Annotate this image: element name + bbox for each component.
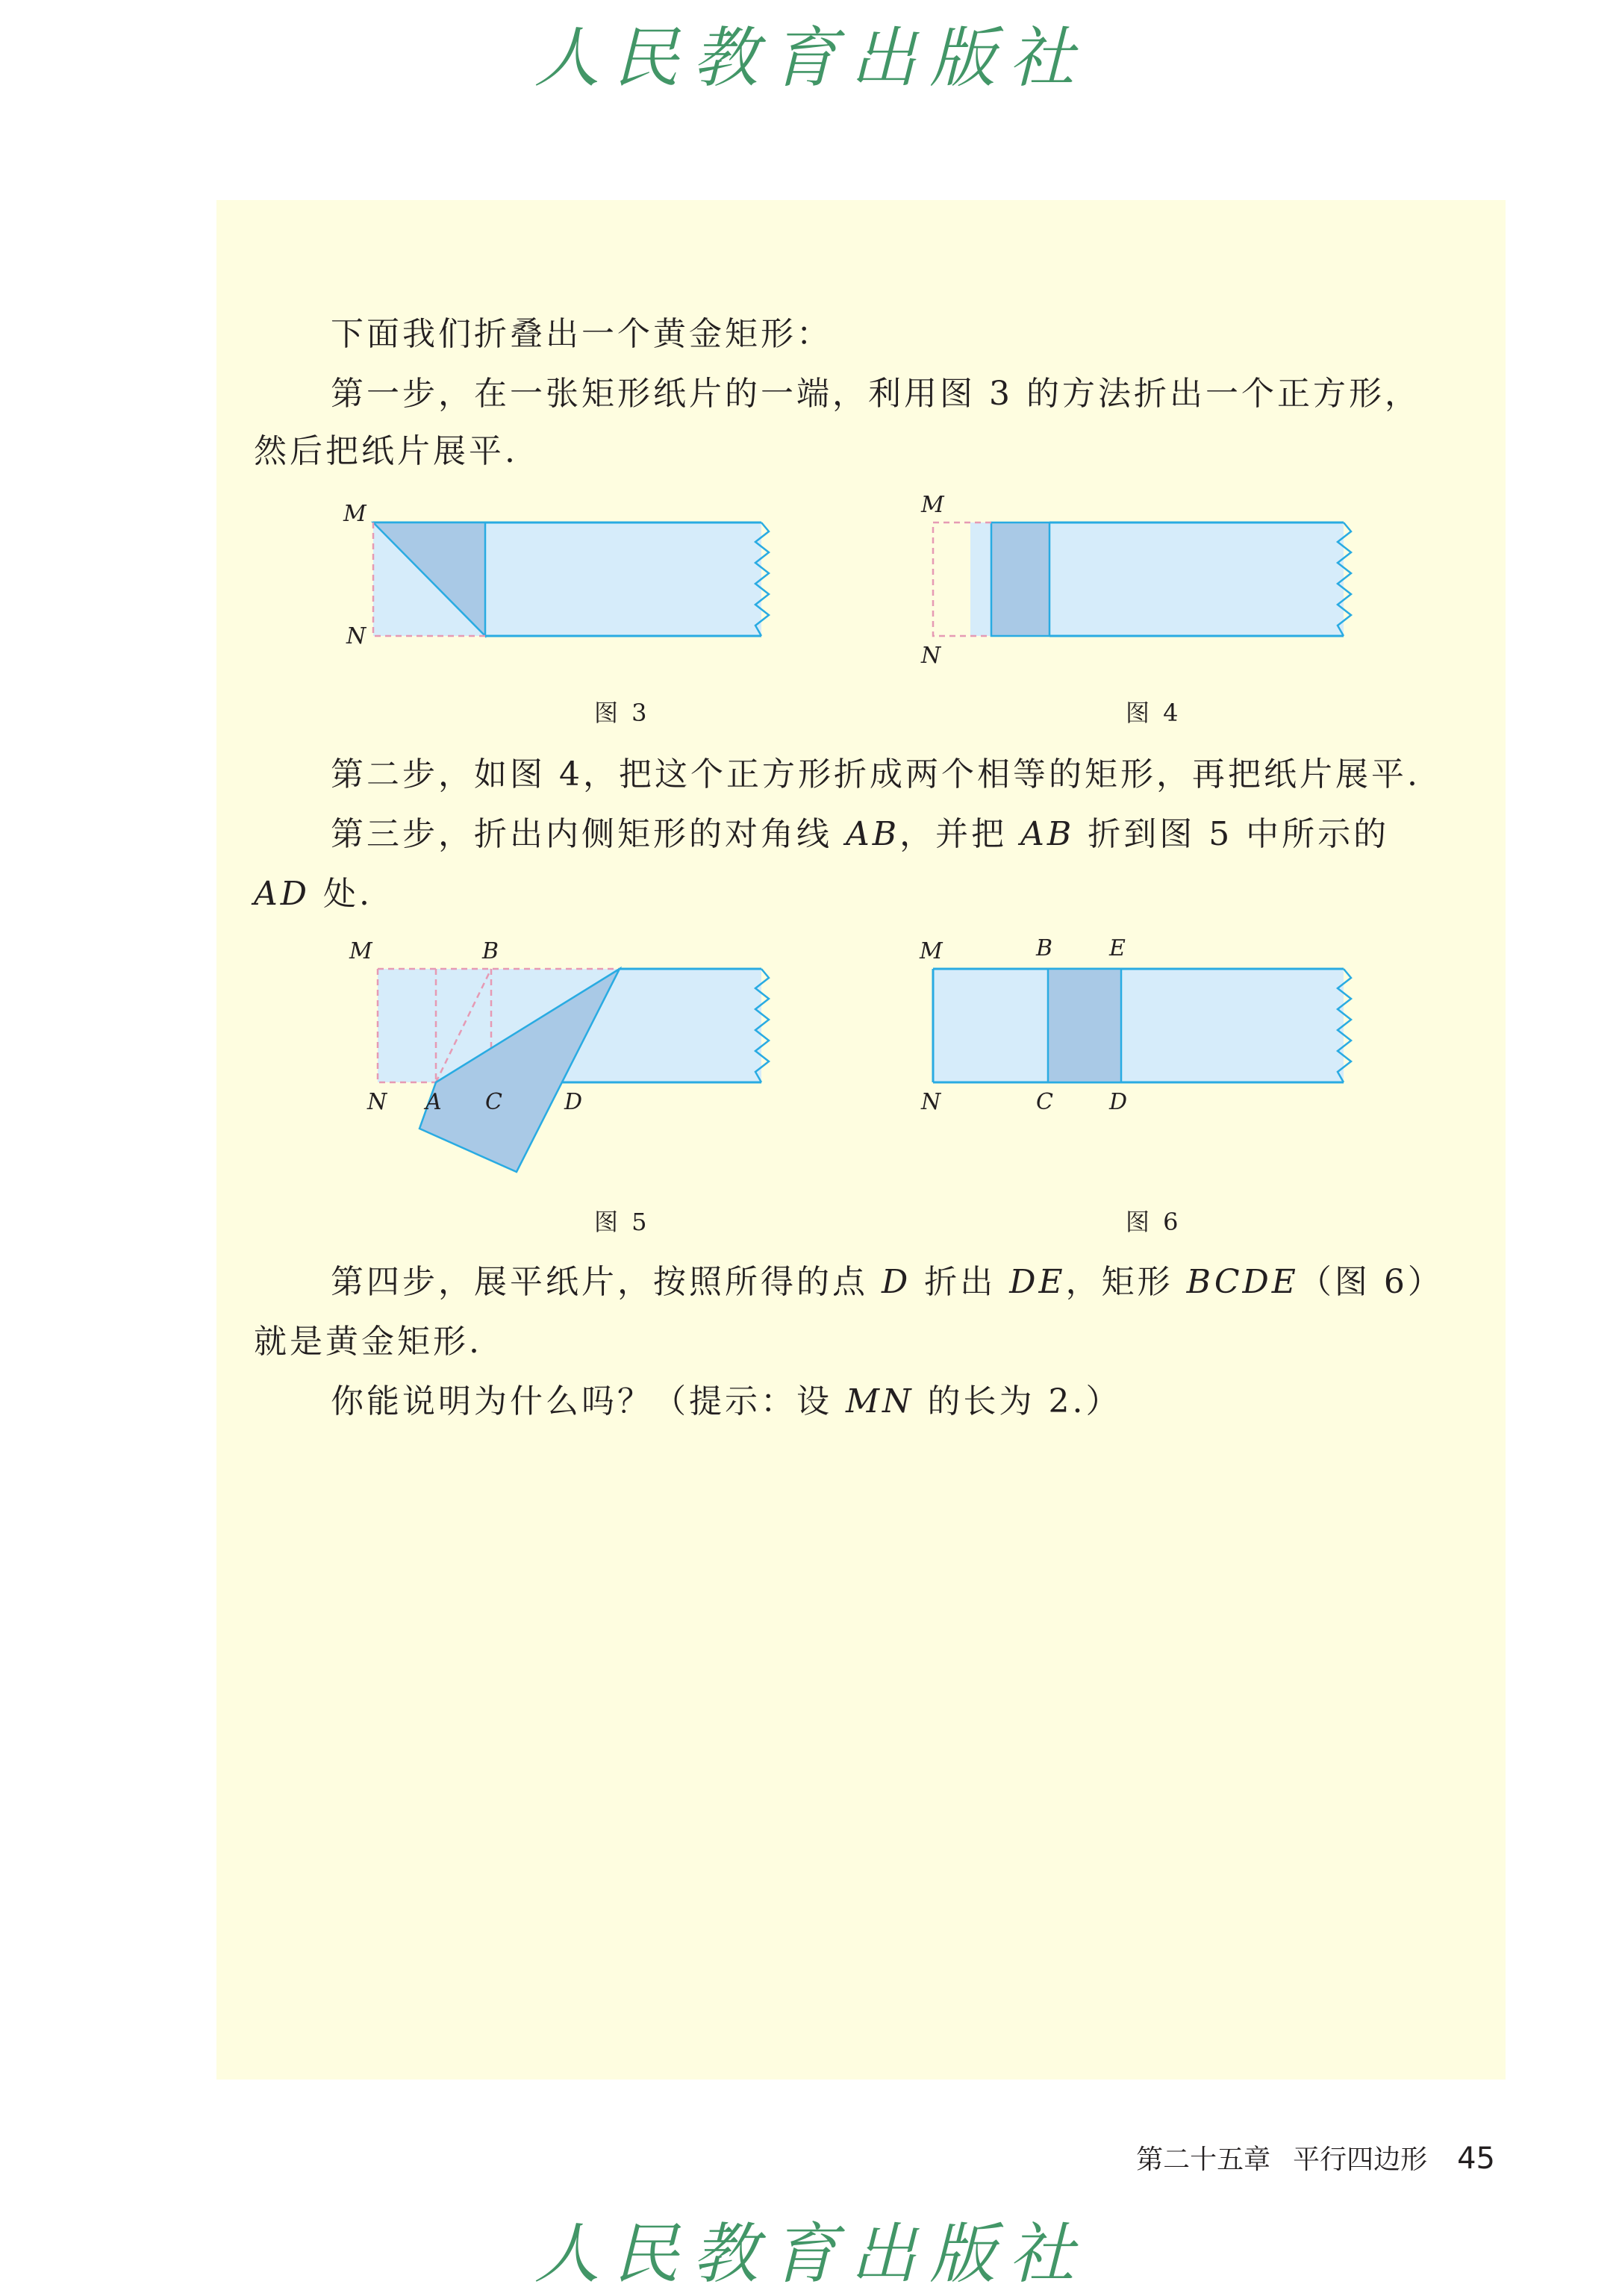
fig5-label-n: N bbox=[367, 1089, 387, 1115]
figure-5 bbox=[328, 933, 836, 1202]
fig4-label-n: N bbox=[921, 643, 941, 669]
page-footer bbox=[1114, 2139, 1495, 2177]
fig3-label-m: M bbox=[343, 501, 366, 527]
fig5-label-c: C bbox=[485, 1089, 502, 1115]
paragraph-question: 你能说明为什么吗？（提示：设 MN 的长为 2.） bbox=[331, 1382, 1122, 1420]
fig5-label-a: A bbox=[425, 1089, 442, 1115]
figure-6 bbox=[903, 933, 1381, 1142]
paragraph-step1-line1: 第一步，在一张矩形纸片的一端，利用图 3 的方法折出一个正方形， bbox=[331, 375, 1420, 413]
paragraph-step3-line2: AD 处. bbox=[254, 875, 373, 913]
paragraph-step1-line2: 然后把纸片展平. bbox=[254, 432, 518, 470]
fig3-label-n: N bbox=[346, 623, 366, 649]
publisher-watermark-top: 人民教育出版社 bbox=[534, 19, 1088, 96]
paragraph-step4-line1: 第四步，展平纸片，按照所得的点 D 折出 DE，矩形 BCDE（图 6） bbox=[331, 1263, 1444, 1301]
figure-3 bbox=[328, 485, 836, 664]
fig6-paper bbox=[933, 969, 1344, 1082]
fig6-label-n: N bbox=[921, 1089, 941, 1115]
fig6-label-e: E bbox=[1109, 935, 1126, 961]
fig5-label-b: B bbox=[482, 938, 499, 964]
paragraph-step3-line1: 第三步，折出内侧矩形的对角线 AB，并把 AB 折到图 5 中所示的 bbox=[331, 815, 1390, 853]
fig6-label-m: M bbox=[920, 938, 943, 964]
page-number: 45 bbox=[1457, 2141, 1495, 2176]
fig6-golden-rectangle bbox=[1048, 969, 1121, 1082]
fig6-label-d: D bbox=[1109, 1089, 1128, 1115]
fig5-label-m: M bbox=[349, 938, 372, 964]
fig6-label-b: B bbox=[1036, 935, 1053, 961]
paragraph-intro: 下面我们折叠出一个黄金矩形： bbox=[331, 315, 832, 353]
figure-4 bbox=[903, 485, 1381, 669]
paragraph-step2: 第二步，如图 4，把这个正方形折成两个相等的矩形，再把纸片展平. bbox=[331, 755, 1420, 793]
fig4-label-m: M bbox=[921, 492, 944, 518]
fig4-caption: 图 4 bbox=[1126, 699, 1182, 727]
fig6-caption: 图 6 bbox=[1126, 1208, 1182, 1236]
footer-title: 平行四边形 bbox=[1293, 2144, 1428, 2175]
fig4-folded-strip bbox=[991, 522, 1049, 636]
fig5-label-d: D bbox=[564, 1089, 583, 1115]
fig6-label-c: C bbox=[1036, 1089, 1053, 1115]
fig3-caption: 图 3 bbox=[594, 699, 650, 727]
fig5-caption: 图 5 bbox=[594, 1208, 650, 1236]
footer-chapter: 第二十五章 bbox=[1136, 2144, 1271, 2175]
paragraph-step4-line2: 就是黄金矩形. bbox=[254, 1323, 482, 1361]
publisher-watermark-bottom: 人民教育出版社 bbox=[534, 2215, 1088, 2292]
